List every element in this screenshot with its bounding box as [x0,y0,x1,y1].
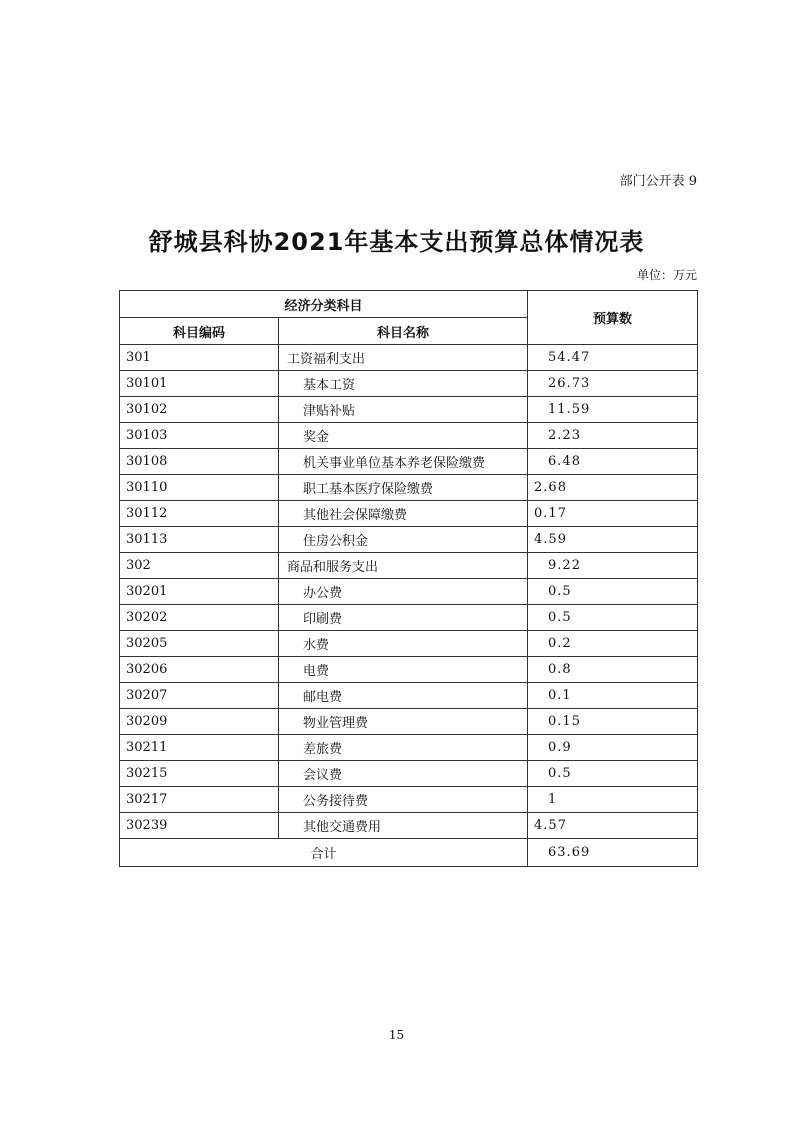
total-label: 合计 [120,839,528,867]
row-name: 商品和服务支出 [279,553,528,579]
row-name: 印刷费 [279,605,528,631]
row-amount: 0.15 [528,709,698,735]
row-name: 邮电费 [279,683,528,709]
row-code: 30206 [120,657,279,683]
row-name: 办公费 [279,579,528,605]
row-name: 工资福利支出 [279,345,528,371]
row-code: 30110 [120,475,279,501]
table-row [120,735,698,761]
row-name: 电费 [279,657,528,683]
form-number: 部门公开表 9 [619,174,697,189]
row-code: 30202 [120,605,279,631]
row-name: 津贴补贴 [279,397,528,423]
row-code: 30205 [120,631,279,657]
table-row [120,787,698,813]
row-amount: 54.47 [528,345,698,371]
table-row [120,761,698,787]
row-amount: 2.23 [528,423,698,449]
row-code: 30112 [120,501,279,527]
table-row [120,605,698,631]
row-amount: 0.2 [528,631,698,657]
row-name: 公务接待费 [279,787,528,813]
amount-header: 预算数 [528,291,698,345]
row-amount: 0.5 [528,579,698,605]
row-name: 会议费 [279,761,528,787]
table-row [120,813,698,839]
table-row [120,631,698,657]
table-row [120,579,698,605]
table-row [120,345,698,371]
row-amount: 0.5 [528,605,698,631]
name-header: 科目名称 [279,318,528,345]
row-amount: 11.59 [528,397,698,423]
row-amount: 9.22 [528,553,698,579]
row-code: 30217 [120,787,279,813]
code-header: 科目编码 [120,318,279,345]
unit-label: 单位：万元 [636,268,697,282]
row-name: 基本工资 [279,371,528,397]
row-name: 住房公积金 [279,527,528,553]
group-header: 经济分类科目 [120,291,528,318]
row-amount: 4.57 [528,813,698,839]
page-title: 舒城县科协2021年基本支出预算总体情况表 [148,228,645,256]
table-row [120,527,698,553]
budget-table [119,290,698,867]
row-amount: 6.48 [528,449,698,475]
row-code: 30209 [120,709,279,735]
row-name: 其他社会保障缴费 [279,501,528,527]
row-amount: 0.9 [528,735,698,761]
table-row [120,423,698,449]
table-row [120,371,698,397]
row-amount: 0.8 [528,657,698,683]
row-name: 职工基本医疗保险缴费 [279,475,528,501]
row-amount: 0.5 [528,761,698,787]
row-name: 水费 [279,631,528,657]
row-code: 30211 [120,735,279,761]
row-name: 其他交通费用 [279,813,528,839]
table-row [120,709,698,735]
table-row [120,683,698,709]
table-row [120,501,698,527]
page-number: 15 [388,1028,405,1042]
row-code: 30207 [120,683,279,709]
row-amount: 2.68 [528,475,698,501]
row-amount: 1 [528,787,698,813]
row-code: 30101 [120,371,279,397]
row-name: 机关事业单位基本养老保险缴费 [279,449,528,475]
row-name: 奖金 [279,423,528,449]
row-code: 30239 [120,813,279,839]
row-code: 30108 [120,449,279,475]
row-amount: 0.17 [528,501,698,527]
row-amount: 26.73 [528,371,698,397]
table-row [120,475,698,501]
row-amount: 4.59 [528,527,698,553]
row-code: 302 [120,553,279,579]
table-row [120,449,698,475]
table-row [120,657,698,683]
row-code: 30102 [120,397,279,423]
table-row [120,397,698,423]
row-code: 30215 [120,761,279,787]
table-row [120,553,698,579]
row-code: 30113 [120,527,279,553]
row-code: 301 [120,345,279,371]
row-amount: 0.1 [528,683,698,709]
row-name: 物业管理费 [279,709,528,735]
total-amount: 63.69 [528,839,698,867]
row-name: 差旅费 [279,735,528,761]
row-code: 30103 [120,423,279,449]
row-code: 30201 [120,579,279,605]
